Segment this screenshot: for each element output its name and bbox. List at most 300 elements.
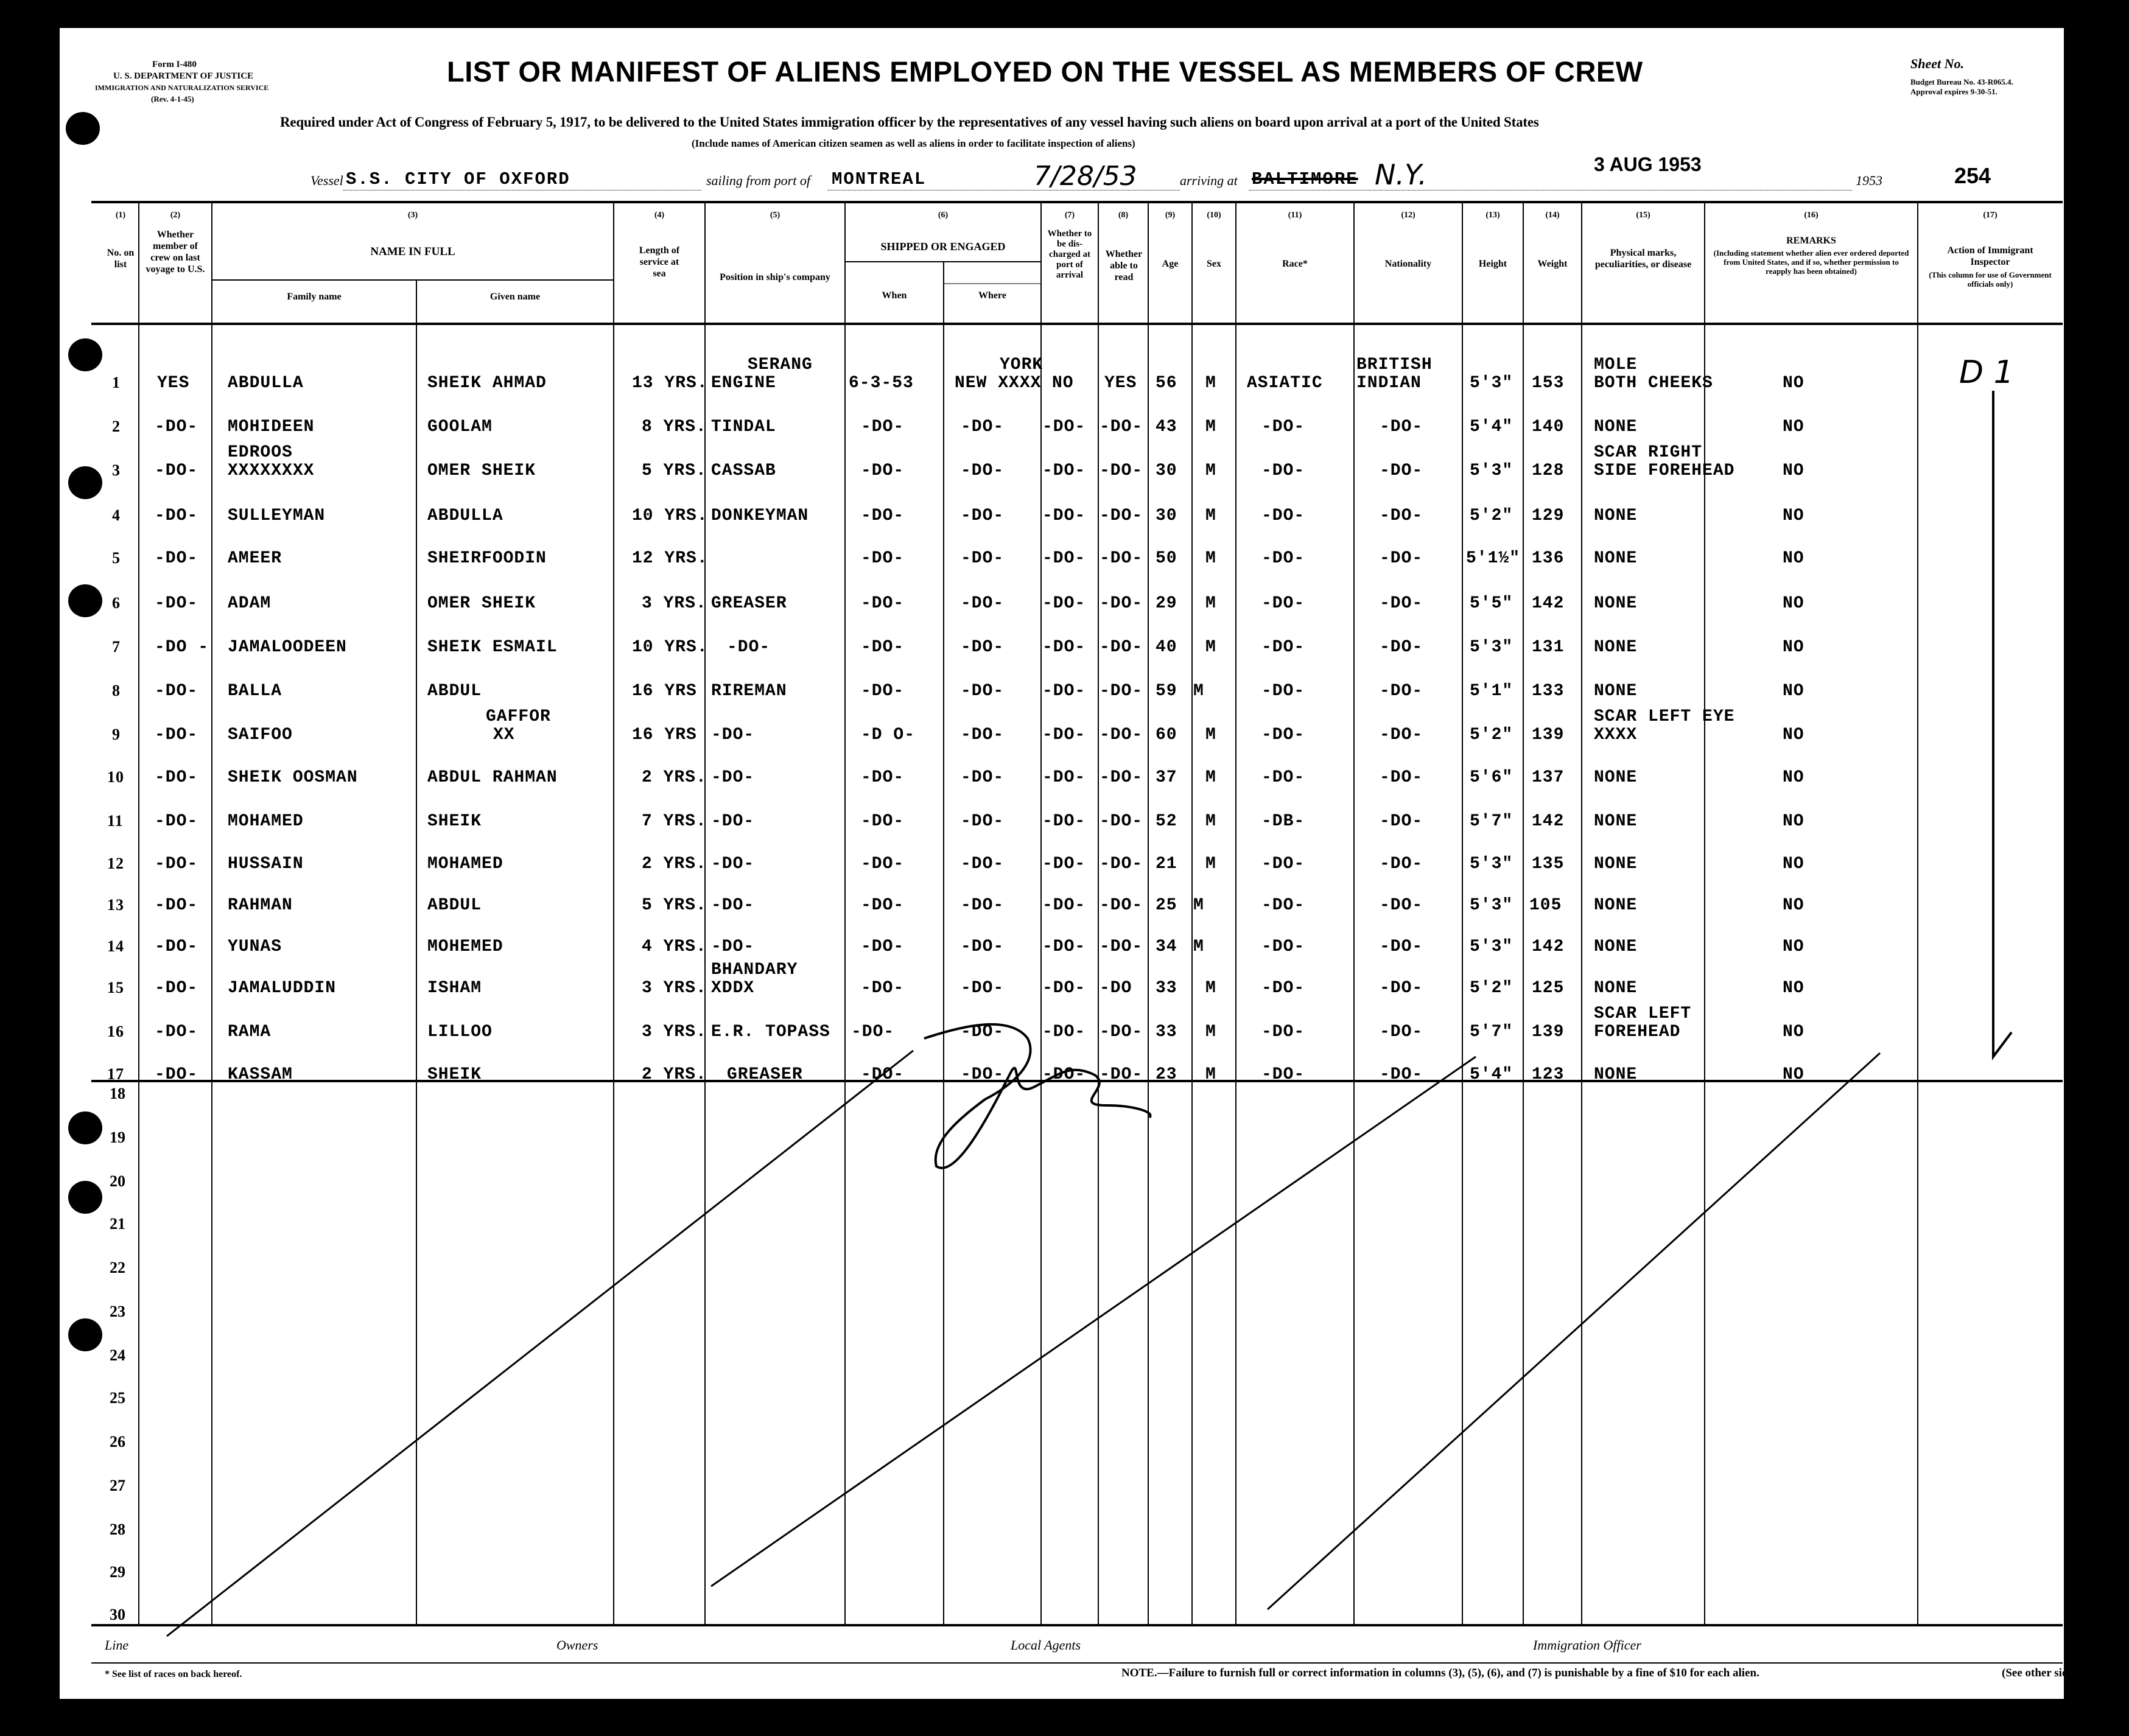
row-position: -DO- (711, 726, 755, 744)
col10-label: Sex (1207, 259, 1221, 269)
row-service: 2 YRS. (642, 768, 707, 787)
row-crew: YES (157, 374, 190, 393)
row-age: 60 (1156, 726, 1177, 744)
row-sex: M (1205, 979, 1216, 998)
table-row (60, 408, 2064, 452)
row-race: -DO- (1261, 461, 1305, 480)
row-marks: XXXX (1594, 726, 1638, 744)
footer-owners: Owners (556, 1637, 598, 1653)
blank-row-number: 18 (110, 1085, 125, 1102)
row-weight: 142 (1532, 594, 1565, 613)
row-when: -DO- (861, 812, 905, 831)
row-service: 16 YRS (632, 726, 697, 744)
row-service: 10 YRS. (632, 506, 708, 525)
row-marks: NONE (1594, 506, 1638, 525)
col14-num: (14) (1545, 211, 1560, 220)
row-marks: NONE (1594, 855, 1638, 873)
row-position: -DO- (727, 638, 771, 657)
row-where: -DO- (961, 768, 1005, 787)
blank-row-number: 23 (110, 1303, 125, 1320)
blank-row-number: 29 (110, 1563, 125, 1581)
row-discharged: NO (1052, 374, 1074, 393)
row-weight: 142 (1532, 812, 1565, 831)
row-position: ENGINE (711, 374, 776, 393)
row-race: -DO- (1261, 768, 1305, 787)
row-remarks: NO (1783, 549, 1805, 568)
row-crew: -DO- (155, 768, 198, 787)
col16-label: REMARKS (1786, 236, 1836, 246)
row-position: -DO- (711, 896, 755, 915)
row-discharged: -DO- (1042, 506, 1086, 525)
row-read: -DO- (1100, 638, 1143, 657)
row-crew: -DO- (155, 896, 198, 915)
row-family: SAIFOO (228, 726, 293, 744)
row-family: ABDULLA (228, 374, 304, 393)
row-read: YES (1104, 374, 1137, 393)
year-print: 1953 (1856, 173, 1882, 188)
table-row (60, 886, 2064, 930)
row-no: 12 (107, 855, 124, 872)
row-weight: 125 (1532, 979, 1565, 998)
sheet-number: 254 (1954, 163, 1991, 188)
row-discharged: -DO- (1042, 937, 1086, 956)
row-family: RAMA (228, 1023, 272, 1041)
row-service: 16 YRS (632, 682, 697, 701)
col13-num: (13) (1485, 211, 1500, 220)
row-when: -DO- (861, 549, 905, 568)
row-when: -DO- (861, 594, 905, 613)
vessel-name: S.S. CITY OF OXFORD (346, 169, 570, 189)
row-family: JAMALOODEEN (228, 638, 347, 657)
row-no: 4 (112, 506, 121, 524)
row-given: ABDUL (427, 896, 482, 915)
table-row (60, 584, 2064, 628)
footer-see-other: (See other side (2002, 1667, 2074, 1679)
row-height: 5'1" (1470, 682, 1513, 701)
blank-row-number: 22 (110, 1259, 125, 1276)
row-crew: -DO- (155, 979, 198, 998)
row-family: KASSAM (228, 1065, 293, 1084)
col6-when: When (882, 290, 907, 301)
date-stamp: 3 AUG 1953 (1594, 153, 1702, 175)
row-service: 13 YRS. (632, 374, 708, 393)
row-height: 5'3" (1470, 461, 1513, 480)
row-race: -DB- (1261, 812, 1305, 831)
row-remarks: NO (1783, 682, 1805, 701)
row-given: LILLOO (427, 1023, 493, 1041)
row-no: 15 (107, 979, 124, 996)
inspector-mark: D 1 (1959, 354, 2014, 391)
row-nationality: -DO- (1380, 506, 1423, 525)
row-family: XXXXXXXX (228, 461, 315, 480)
blank-row-number: 26 (110, 1433, 125, 1451)
row-crew: -DO- (155, 549, 198, 568)
row-discharged: -DO- (1042, 549, 1086, 568)
table-row (60, 443, 2064, 495)
row-remarks: NO (1783, 461, 1805, 480)
row-race: -DO- (1261, 1023, 1305, 1041)
table-row (60, 672, 2064, 716)
row-when: -DO- (861, 768, 905, 787)
row-when: 6-3-53 (849, 374, 914, 393)
blank-row-number: 25 (110, 1389, 125, 1407)
footer-nota: NOTE.—Failure to furnish full or correct information in columns (3), (5), (6), and (7) is punishable by a fine of $10 for each alien. (1121, 1667, 1759, 1679)
row-nationality: -DO- (1380, 812, 1423, 831)
col2-label: Whether member of crew on last voyage to U.S. (146, 229, 205, 275)
row-read: -DO- (1100, 726, 1143, 744)
row-sex: M (1193, 937, 1204, 956)
row-remarks: NO (1783, 896, 1805, 915)
row-nationality: -DO- (1380, 682, 1423, 701)
row-read: -DO- (1100, 549, 1143, 568)
row-service: 4 YRS. (642, 937, 707, 956)
row-sex: M (1205, 506, 1216, 525)
row-where: -DO- (961, 682, 1005, 701)
row-age: 33 (1156, 979, 1177, 998)
row-where: -DO- (961, 855, 1005, 873)
arriving-label: arriving at (1180, 173, 1238, 188)
blank-row-number: 30 (110, 1606, 125, 1623)
row-weight: 136 (1532, 549, 1565, 568)
row-service: 2 YRS. (642, 1065, 707, 1084)
row-sex: M (1205, 1023, 1216, 1041)
row-no: 6 (112, 594, 121, 612)
row-read: -DO- (1100, 1065, 1143, 1084)
row-weight: 142 (1532, 937, 1565, 956)
row-crew: -DO- (155, 726, 198, 744)
row-no: 3 (112, 461, 121, 479)
row-position: RIREMAN (711, 682, 787, 701)
col17-num: (17) (1983, 211, 1997, 220)
row-weight: 123 (1532, 1065, 1565, 1084)
row-position: CASSAB (711, 461, 776, 480)
row-service: 7 YRS. (642, 812, 707, 831)
row-when: -DO- (861, 418, 905, 436)
row-crew: -DO- (155, 855, 198, 873)
row-height: 5'7" (1470, 1023, 1513, 1041)
row-height: 5'3" (1470, 937, 1513, 956)
row-age: 29 (1156, 594, 1177, 613)
row-nationality: -DO- (1380, 937, 1423, 956)
footer-line: Line (105, 1637, 129, 1653)
blank-row-number: 20 (110, 1172, 125, 1190)
row-no: 10 (107, 768, 124, 786)
row-race: -DO- (1261, 594, 1305, 613)
row-nationality: -DO- (1380, 768, 1423, 787)
row-discharged: -DO- (1042, 638, 1086, 657)
row-marks: NONE (1594, 682, 1638, 701)
row-race: ASIATIC (1247, 374, 1323, 393)
row-nationality: -DO- (1380, 896, 1423, 915)
row-marks: BOTH CHEEKS (1594, 374, 1713, 393)
row-given: ISHAM (427, 979, 482, 998)
col17-label: Action of Immigrant Inspector (1947, 245, 2033, 267)
col10-num: (10) (1207, 211, 1221, 220)
row-discharged: -DO- (1042, 812, 1086, 831)
department: U. S. DEPARTMENT OF JUSTICE (113, 71, 254, 81)
row-discharged: -DO- (1042, 594, 1086, 613)
row-marks: NONE (1594, 418, 1638, 436)
row-age: 59 (1156, 682, 1177, 701)
arriving-at-hand: N.Y. (1375, 158, 1427, 191)
col7-label: Whether to be dis-charged at port of arrival (1047, 229, 1092, 280)
row-weight: 105 (1529, 896, 1562, 915)
col9-num: (9) (1165, 211, 1176, 220)
row-sex: M (1205, 594, 1216, 613)
row-discharged: -DO- (1042, 682, 1086, 701)
row-nationality: -DO- (1380, 461, 1423, 480)
row-family: YUNAS (228, 937, 282, 956)
row-remarks: NO (1783, 812, 1805, 831)
row-service: 2 YRS. (642, 855, 707, 873)
row-remarks: NO (1783, 937, 1805, 956)
row-when: -DO- (861, 937, 905, 956)
row-crew: -DO- (155, 812, 198, 831)
row-no: 14 (107, 937, 124, 955)
row-race: -DO- (1261, 506, 1305, 525)
row-family: SULLEYMAN (228, 506, 326, 525)
row-marks: NONE (1594, 937, 1638, 956)
table-row (60, 497, 2064, 541)
row-nationality: -DO- (1380, 549, 1423, 568)
footer-immigration-officer: Immigration Officer (1533, 1637, 1641, 1653)
row-given-top: GAFFOR (486, 707, 551, 726)
row-position: TINDAL (711, 418, 776, 436)
row-remarks: NO (1783, 768, 1805, 787)
row-where: -DO- (961, 638, 1005, 657)
row-read: -DO- (1100, 461, 1143, 480)
row-sex: M (1193, 682, 1204, 701)
col3-given: Given name (489, 292, 541, 302)
row-given: MOHEMED (427, 937, 503, 956)
row-given: SHEIK ESMAIL (427, 638, 558, 657)
row-remarks: NO (1783, 506, 1805, 525)
row-given: SHEIK (427, 812, 482, 831)
row-age: 37 (1156, 768, 1177, 787)
row-height: 5'1½" (1466, 549, 1521, 568)
row-family: ADAM (228, 594, 272, 613)
row-remarks: NO (1783, 855, 1805, 873)
row-remarks: NO (1783, 1023, 1805, 1041)
row-remarks: NO (1783, 1065, 1805, 1084)
row-height: 5'6" (1470, 768, 1513, 787)
row-sex: M (1205, 726, 1216, 744)
row-height: 5'4" (1470, 1065, 1513, 1084)
row-position: DONKEYMAN (711, 506, 809, 525)
row-discharged: -DO- (1042, 979, 1086, 998)
row-position-top: BHANDARY (711, 961, 798, 979)
row-position: GREASER (711, 594, 787, 613)
row-discharged: -DO- (1042, 1023, 1086, 1041)
row-no: 8 (112, 682, 121, 699)
row-where-top: YORK (1000, 355, 1043, 374)
row-sex: M (1205, 1065, 1216, 1084)
col6-num: (6) (938, 211, 949, 220)
row-read: -DO- (1100, 855, 1143, 873)
footer-races-note: * See list of races on back hereof. (105, 1669, 242, 1679)
row-nationality: -DO- (1380, 1023, 1423, 1041)
row-when: -DO- (861, 682, 905, 701)
row-weight: 133 (1532, 682, 1565, 701)
col4-label: Length of service at sea (639, 245, 680, 279)
row-when: -D O- (861, 726, 916, 744)
row-when: -DO- (861, 855, 905, 873)
col17-sub: (This column for use of Government officials only) (1929, 270, 2052, 289)
col6-where: Where (978, 290, 1006, 301)
row-where: -DO- (961, 418, 1005, 436)
row-crew: -DO- (155, 1023, 198, 1041)
arriving-at-struck: BALTIMORE (1252, 169, 1358, 189)
col15-label: Physical marks, peculiarities, or disease (1594, 248, 1692, 270)
row-crew: -DO- (155, 1065, 198, 1084)
row-weight: 139 (1532, 726, 1565, 744)
budget-bureau: Budget Bureau No. 43-R065.4. (1910, 77, 2013, 86)
row-position-top: SERANG (748, 355, 813, 374)
row-service: 8 YRS. (642, 418, 707, 436)
row-given: OMER SHEIK (427, 594, 536, 613)
row-age: 34 (1156, 937, 1177, 956)
row-crew: -DO- (155, 682, 198, 701)
row-weight: 137 (1532, 768, 1565, 787)
table-row (60, 928, 2064, 971)
row-marks: NONE (1594, 594, 1638, 613)
row-sex: M (1205, 855, 1216, 873)
row-marks: NONE (1594, 812, 1638, 831)
blank-row-number: 21 (110, 1215, 125, 1233)
row-height: 5'3" (1470, 638, 1513, 657)
row-marks: NONE (1594, 638, 1638, 657)
row-family: RAHMAN (228, 896, 293, 915)
row-no: 16 (107, 1023, 124, 1040)
col16-num: (16) (1804, 211, 1819, 220)
row-given: OMER SHEIK (427, 461, 536, 480)
row-where: -DO- (961, 726, 1005, 744)
col7-num: (7) (1064, 211, 1075, 220)
row-where: -DO- (961, 937, 1005, 956)
row-race: -DO- (1261, 638, 1305, 657)
row-given: SHEIRFOODIN (427, 549, 547, 568)
col3-family: Family name (287, 292, 342, 302)
row-nationality: -DO- (1380, 418, 1423, 436)
requirement-text: Required under Act of Congress of February 5, 1917, to be delivered to the United States immigration officer by the representatives of any vessel having such aliens on board upon arrival at a port of the United States (280, 114, 1539, 130)
row-read: -DO (1100, 979, 1132, 998)
row-no: 1 (112, 374, 121, 391)
row-given: GOOLAM (427, 418, 493, 436)
table-row (60, 628, 2064, 672)
row-when: -DO- (861, 461, 905, 480)
blank-row-number: 24 (110, 1346, 125, 1364)
col14-label: Weight (1537, 259, 1568, 269)
row-where: -DO- (961, 549, 1005, 568)
row-height: 5'2" (1470, 726, 1513, 744)
row-sex: M (1205, 812, 1216, 831)
row-race: -DO- (1261, 1065, 1305, 1084)
row-marks: NONE (1594, 768, 1638, 787)
row-nationality: -DO- (1380, 638, 1423, 657)
row-remarks: NO (1783, 594, 1805, 613)
sheet-label: Sheet No. (1910, 56, 1964, 71)
row-where: -DO- (961, 506, 1005, 525)
row-marks-top: MOLE (1594, 355, 1638, 374)
row-nationality: -DO- (1380, 726, 1423, 744)
row-position: -DO- (711, 812, 755, 831)
row-where: -DO- (961, 461, 1005, 480)
sailing-from: MONTREAL (832, 169, 927, 189)
row-nationality: INDIAN (1356, 374, 1422, 393)
row-discharged: -DO- (1042, 726, 1086, 744)
row-race: -DO- (1261, 937, 1305, 956)
row-no: 17 (107, 1065, 124, 1083)
table-row (60, 539, 2064, 583)
row-given: ABDULLA (427, 506, 503, 525)
row-race: -DO- (1261, 549, 1305, 568)
row-age: 21 (1156, 855, 1177, 873)
row-no: 7 (112, 638, 121, 656)
row-crew: -DO- (155, 937, 198, 956)
manifest-sheet (60, 28, 2074, 1699)
col3-label: NAME IN FULL (370, 245, 455, 258)
row-discharged: -DO- (1042, 418, 1086, 436)
col12-label: Nationality (1384, 259, 1432, 269)
revision: (Rev. 4-1-45) (151, 94, 194, 103)
col1-label: No. on list (107, 248, 135, 270)
row-discharged: -DO- (1042, 855, 1086, 873)
row-read: -DO- (1100, 418, 1143, 436)
row-marks: NONE (1594, 1065, 1638, 1084)
row-sex: M (1205, 638, 1216, 657)
col8-num: (8) (1118, 211, 1129, 220)
col15-num: (15) (1636, 211, 1650, 220)
col5-num: (5) (770, 211, 780, 220)
row-nationality: -DO- (1380, 855, 1423, 873)
row-no: 11 (107, 812, 124, 830)
row-height: 5'3" (1470, 896, 1513, 915)
row-crew: -DO - (155, 638, 209, 657)
blank-row-number: 28 (110, 1521, 125, 1538)
row-where: -DO- (961, 979, 1005, 998)
row-age: 40 (1156, 638, 1177, 657)
col9-label: Age (1162, 259, 1179, 269)
row-given: MOHAMED (427, 855, 503, 873)
row-read: -DO- (1100, 937, 1143, 956)
table-row (60, 961, 2064, 1013)
row-race: -DO- (1261, 979, 1305, 998)
col8-label: Whether able to read (1105, 249, 1143, 282)
col13-label: Height (1478, 259, 1507, 269)
row-height: 5'4" (1470, 418, 1513, 436)
row-sex: M (1205, 374, 1216, 393)
row-remarks: NO (1783, 979, 1805, 998)
row-where: -DO- (961, 1065, 1005, 1084)
row-height: 5'3" (1470, 374, 1513, 393)
row-when: -DO- (861, 979, 905, 998)
row-sex: M (1205, 549, 1216, 568)
col4-num: (4) (654, 211, 665, 220)
row-marks-top: SCAR LEFT (1594, 1004, 1692, 1023)
row-family: AMEER (228, 549, 282, 568)
row-weight: 129 (1532, 506, 1565, 525)
row-read: -DO- (1100, 594, 1143, 613)
footer-local-agents: Local Agents (1011, 1637, 1081, 1653)
row-discharged: -DO- (1042, 1065, 1086, 1084)
col6-label: SHIPPED OR ENGAGED (880, 240, 1006, 253)
row-given: SHEIK (427, 1065, 482, 1084)
row-sex: M (1205, 418, 1216, 436)
row-marks: NONE (1594, 896, 1638, 915)
row-where: -DO- (961, 812, 1005, 831)
row-family: BALLA (228, 682, 282, 701)
row-weight: 135 (1532, 855, 1565, 873)
